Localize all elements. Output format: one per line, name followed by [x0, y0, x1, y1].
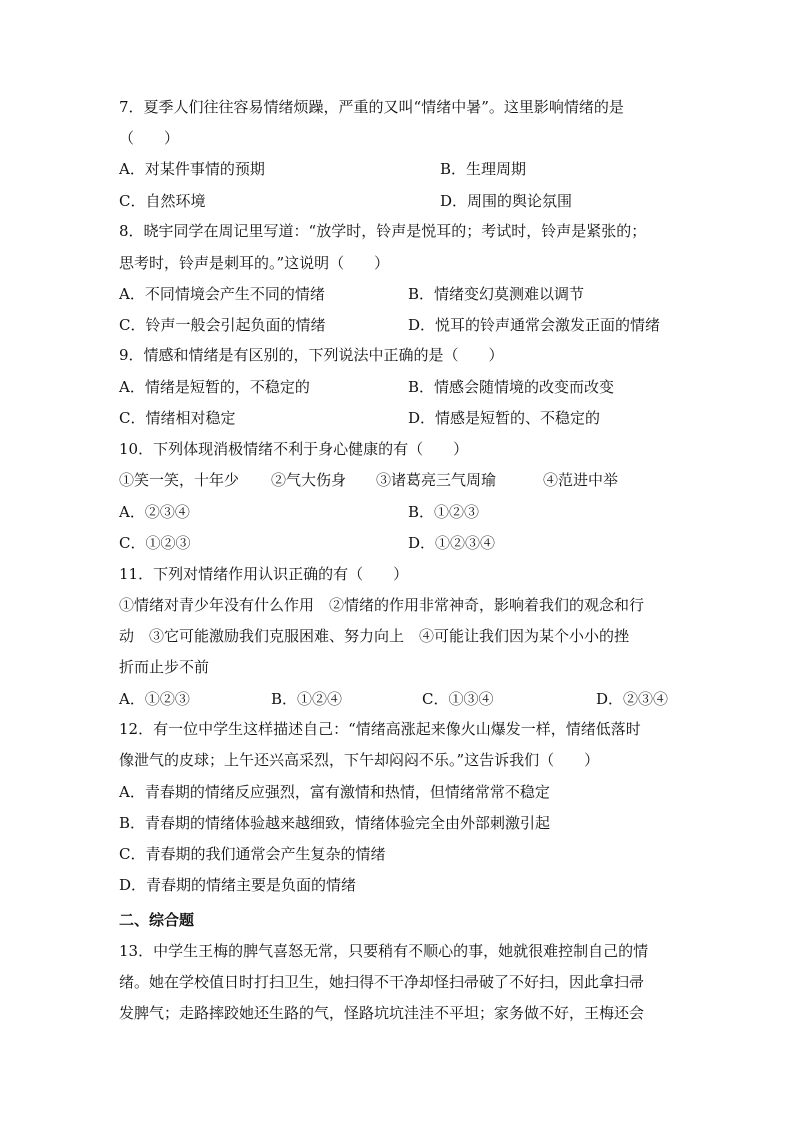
q12-stem-line1: 12．有一位中学生这样描述自己：“情绪高涨起来像火山爆发一样，情绪低落时 [119, 720, 641, 738]
q11-option-b: B．①②④ [271, 690, 343, 708]
q9-option-a: A．情绪是短暂的，不稳定的 [119, 378, 310, 396]
q12-option-a: A．青春期的情绪反应强烈，富有激情和热情，但情绪常常不稳定 [119, 783, 550, 801]
q7-option-b: B．生理周期 [440, 160, 527, 178]
q11-option-c: C．①③④ [422, 690, 494, 708]
q8-option-c: C．铃声一般会引起负面的情绪 [119, 316, 326, 334]
q8-option-a: A．不同情境会产生不同的情绪 [119, 285, 325, 303]
q9-option-c: C．情绪相对稳定 [119, 409, 236, 427]
q10-option-a: A．②③④ [119, 503, 190, 521]
q13-line3: 发脾气；走路摔跤她还生路的气，怪路坑坑洼洼不平坦；家务做不好，王梅还会 [119, 1004, 645, 1022]
section-heading: 二、综合题 [119, 911, 195, 929]
q11-body-line2: 动 ③它可能激励我们克服困难、努力向上 ④可能让我们因为某个小小的挫 [119, 627, 630, 645]
q9-option-d: D．情感是短暂的、不稳定的 [408, 409, 601, 427]
q13-line2: 绪。她在学校值日时打扫卫生，她扫得不干净却怪扫帚破了不好扫，因此拿扫帚 [119, 973, 645, 991]
q12-option-b: B．青春期的情绪体验越来越细致，情绪体验完全由外部刺激引起 [119, 814, 551, 832]
q10-item-3: ③诸葛亮三气周瑜 [376, 471, 497, 489]
q9-option-b: B．情感会随情境的改变而改变 [408, 378, 615, 396]
q7-stem-line1: 7．夏季人们往往容易情绪烦躁，严重的又叫“情绪中暑”。这里影响情绪的是 [119, 98, 624, 116]
q10-stem-line1: 10．下列体现消极情绪不利于身心健康的有（ ） [119, 440, 469, 458]
q11-option-d: D．②③④ [596, 690, 669, 708]
q7-option-a: A．对某件事情的预期 [119, 160, 265, 178]
q7-option-c: C．自然环境 [119, 192, 206, 210]
q7-stem-line2: （ ） [119, 129, 180, 147]
q10-item-1: ①笑一笑，十年少 [119, 471, 240, 489]
q8-option-b: B．情绪变幻莫测难以调节 [408, 285, 585, 303]
q10-option-b: B．①②③ [408, 503, 480, 521]
q10-option-d: D．①②③④ [408, 534, 496, 552]
q11-body-line1: ①情绪对青少年没有什么作用 ②情绪的作用非常神奇，影响着我们的观念和行 [119, 596, 645, 614]
q8-stem-line1: 8．晓宇同学在周记里写道：“放学时，铃声是悦耳的；考试时，铃声是紧张的； [119, 222, 647, 240]
q11-stem-line1: 11．下列对情绪作用认识正确的有（ ） [119, 565, 409, 583]
q8-stem-line2: 思考时，铃声是刺耳的。”这说明（ ） [119, 254, 390, 272]
q10-item-4: ④范进中举 [543, 471, 619, 489]
q10-item-2: ②气大伤身 [271, 471, 347, 489]
q13-line1: 13．中学生王梅的脾气喜怒无常，只要稍有不顺心的事，她就很难控制自己的情 [119, 942, 649, 960]
q12-option-c: C．青春期的我们通常会产生复杂的情绪 [119, 845, 386, 863]
q11-body-line3: 折而止步不前 [119, 658, 210, 676]
q10-option-c: C．①②③ [119, 534, 191, 552]
q12-stem-line2: 像泄气的皮球；上午还兴高采烈，下午却闷闷不乐。”这告诉我们（ ） [119, 751, 600, 769]
q12-option-d: D．青春期的情绪主要是负面的情绪 [119, 876, 357, 894]
q9-stem-line1: 9．情感和情绪是有区别的，下列说法中正确的是（ ） [119, 346, 504, 364]
q8-option-d: D．悦耳的铃声通常会激发正面的情绪 [408, 316, 661, 334]
q11-option-a: A．①②③ [119, 690, 190, 708]
q7-option-d: D．周围的舆论氛围 [440, 192, 573, 210]
